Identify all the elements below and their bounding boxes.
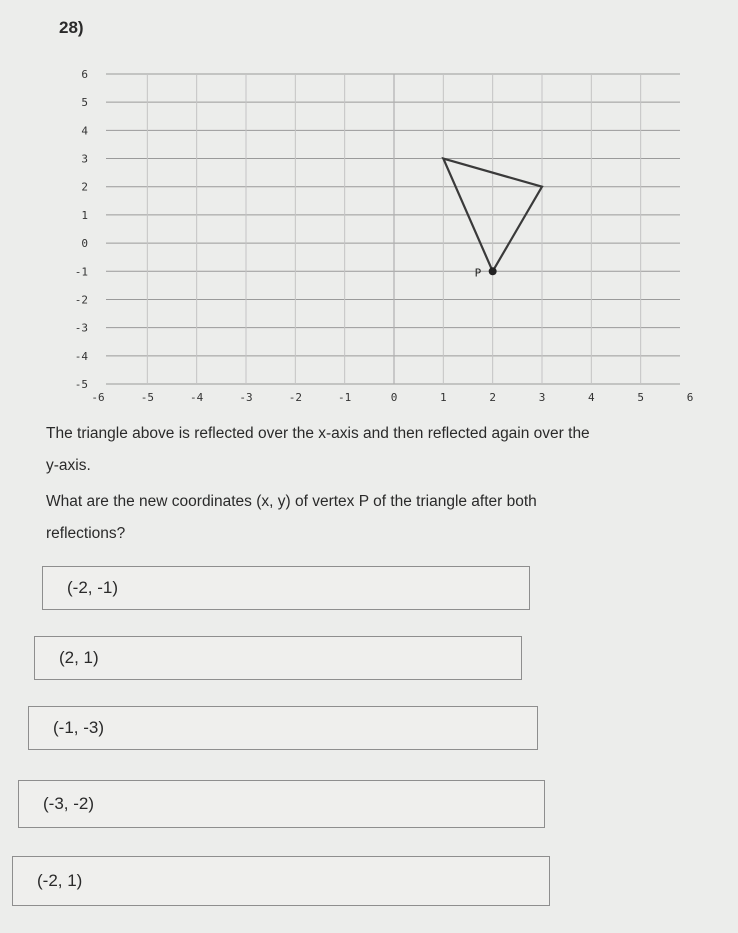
answer-option-label: (-1, -3) — [53, 718, 104, 737]
y-tick-label: 4 — [81, 124, 88, 138]
instruction-line-1: The triangle above is reflected over the x-axis and then reflected again over the — [46, 425, 590, 442]
x-tick-label: -2 — [288, 391, 302, 404]
answer-option-2[interactable] — [34, 636, 522, 680]
x-tick-label: -6 — [91, 391, 105, 404]
y-tick-label: -5 — [74, 378, 88, 391]
answer-option-label: (-2, 1) — [37, 871, 83, 890]
answer-option-label: (-3, -2) — [43, 794, 94, 813]
grid-lines — [106, 74, 680, 384]
question-number: 28) — [59, 18, 84, 37]
x-tick-label: -5 — [140, 391, 154, 404]
coordinate-grid — [0, 0, 738, 410]
answer-option-3[interactable] — [28, 706, 538, 750]
answer-option-4[interactable] — [18, 780, 545, 828]
y-tick-label: 2 — [81, 180, 88, 194]
x-tick-label: 3 — [538, 391, 546, 404]
y-tick-label: -2 — [74, 293, 88, 307]
y-tick-label: 0 — [81, 237, 88, 251]
x-tick-label: 2 — [489, 391, 496, 404]
y-tick-label: -3 — [74, 321, 88, 335]
vertex-p-point — [489, 267, 497, 275]
answer-option-label: (-2, -1) — [67, 578, 118, 597]
x-tick-label: 0 — [390, 391, 398, 404]
y-tick-label: 6 — [81, 68, 88, 81]
x-axis-tick-labels — [91, 391, 693, 404]
x-tick-label: -3 — [239, 391, 253, 404]
vertex-p-label: P — [474, 266, 482, 280]
question-line-1: What are the new coordinates (x, y) of vertex P of the triangle after both — [46, 493, 537, 510]
x-tick-label: 5 — [637, 391, 644, 404]
x-tick-label: -4 — [190, 391, 204, 404]
y-tick-label: 5 — [81, 96, 88, 110]
answer-option-label: (2, 1) — [59, 648, 99, 667]
y-axis-tick-labels — [75, 68, 89, 391]
instruction-line-2: y-axis. — [46, 457, 91, 474]
x-tick-label: 1 — [440, 391, 447, 404]
x-tick-label: 6 — [686, 391, 694, 404]
answer-option-5[interactable] — [12, 856, 550, 906]
answer-option-1[interactable] — [42, 566, 530, 610]
y-tick-label: 1 — [81, 208, 88, 222]
question-line-2: reflections? — [46, 525, 126, 542]
y-tick-label: -4 — [74, 349, 88, 363]
y-tick-label: 3 — [81, 152, 88, 166]
y-tick-label: -1 — [74, 265, 88, 279]
x-tick-label: -1 — [338, 391, 352, 404]
x-tick-label: 4 — [588, 391, 595, 404]
